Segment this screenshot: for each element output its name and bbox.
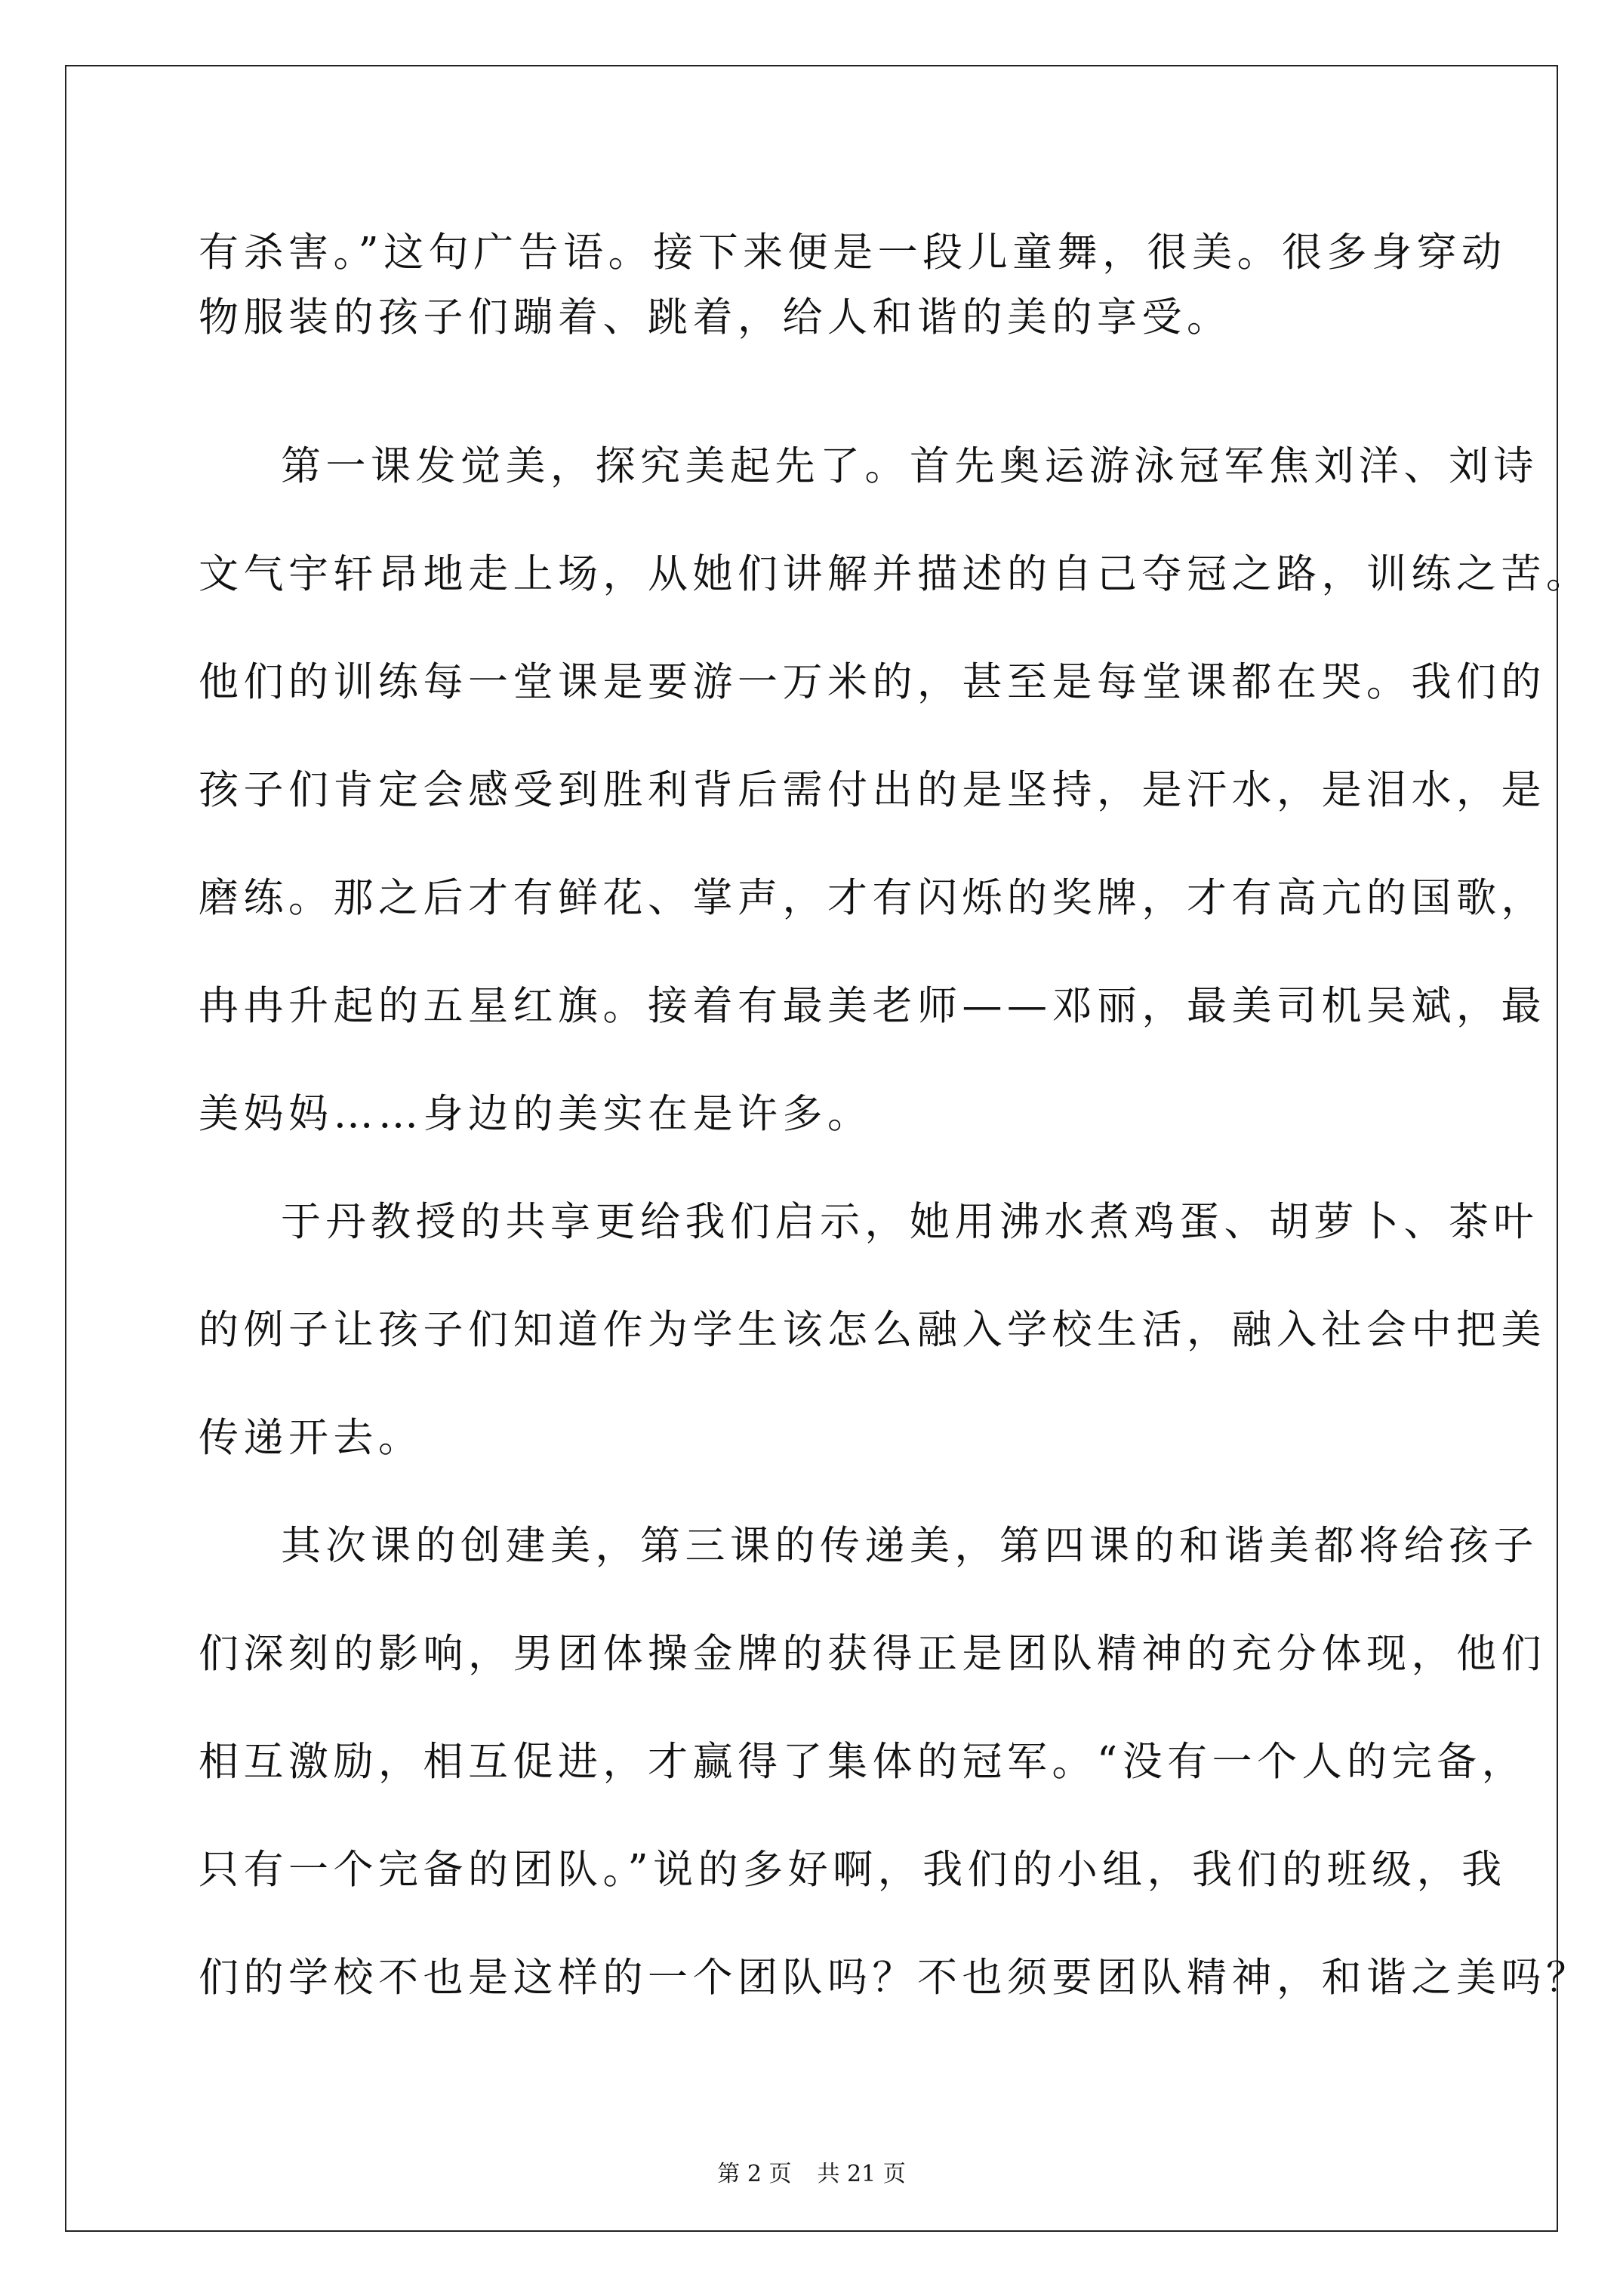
text-line: 相互激励，相互促进，才赢得了集体的冠军。“没有一个人的完备， bbox=[199, 1739, 1527, 1785]
page-footer bbox=[0, 2159, 1623, 2190]
page-total: 共 21 页 bbox=[817, 2161, 906, 2187]
paragraph-start-line: 其次课的创建美，第三课的传递美，第四课的和谐美都将给孩子 bbox=[281, 1523, 1538, 1569]
paragraph-start-line: 第一课发觉美，探究美起先了。首先奥运游泳冠军焦刘洋、刘诗 bbox=[281, 443, 1538, 489]
text-line: 文气宇轩昂地走上场，从她们讲解并描述的自己夺冠之路，训练之苦。 bbox=[199, 551, 1591, 597]
text-line: 只有一个完备的团队。”说的多好啊，我们的小组，我们的班级，我 bbox=[199, 1847, 1507, 1893]
text-line: 的例子让孩子们知道作为学生该怎么融入学校生活，融入社会中把美 bbox=[199, 1307, 1546, 1353]
text-line: 传递开去。 bbox=[199, 1415, 423, 1461]
text-line: 孩子们肯定会感受到胜利背后需付出的是坚持，是汗水，是泪水，是 bbox=[199, 767, 1546, 813]
text-line: 们深刻的影响，男团体操金牌的获得正是团队精神的充分体现，他们 bbox=[199, 1631, 1546, 1677]
text-line: 磨练。那之后才有鲜花、掌声，才有闪烁的奖牌，才有高亢的国歌， bbox=[199, 875, 1546, 921]
text-line: 们的学校不也是这样的一个团队吗？不也须要团队精神，和谐之美吗？ bbox=[199, 1955, 1591, 2001]
page-number: 第 2 页 bbox=[717, 2161, 792, 2187]
page-border bbox=[65, 65, 1558, 2232]
paragraph-start-line: 于丹教授的共享更给我们启示，她用沸水煮鸡蛋、胡萝卜、茶叶 bbox=[281, 1199, 1538, 1245]
text-line: 他们的训练每一堂课是要游一万米的，甚至是每堂课都在哭。我们的 bbox=[199, 659, 1546, 705]
text-line: 冉冉升起的五星红旗。接着有最美老师——邓丽，最美司机吴斌，最 bbox=[199, 983, 1546, 1029]
text-line: 有杀害。”这句广告语。接下来便是一段儿童舞，很美。很多身穿动 bbox=[199, 230, 1507, 276]
text-line: 物服装的孩子们蹦着、跳着，给人和谐的美的享受。 bbox=[199, 294, 1232, 341]
text-line: 美妈妈……身边的美实在是许多。 bbox=[199, 1091, 873, 1137]
